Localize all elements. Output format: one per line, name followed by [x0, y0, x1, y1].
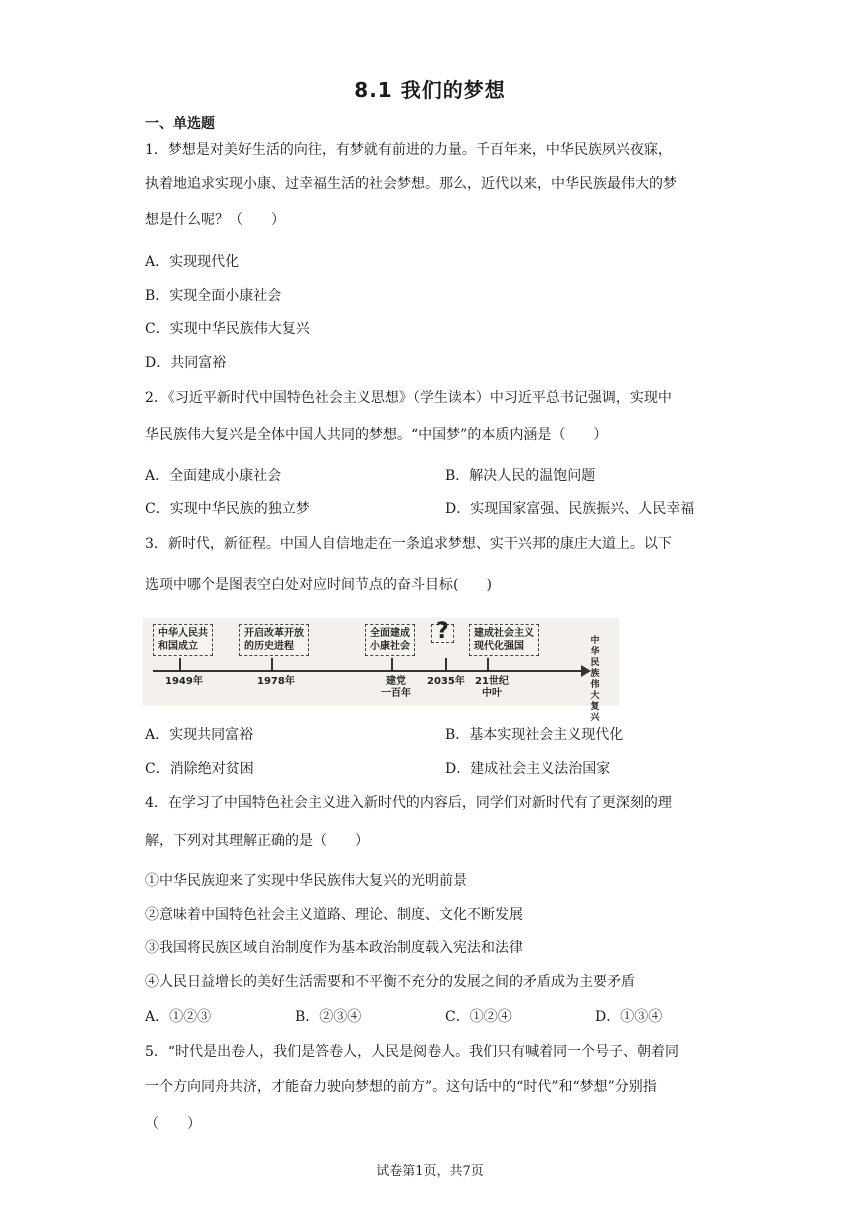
timeline-box-1949: 中华人民共 和国成立 — [153, 624, 213, 656]
timeline-box-question — [431, 619, 454, 644]
timeline-tick — [445, 658, 447, 670]
q4-statement-2: ②意味着中国特色社会主义道路、理论、制度、文化不断发展 — [145, 907, 523, 923]
timeline-tick — [179, 658, 181, 670]
q3-option-b: B．基本实现社会主义现代化 — [445, 727, 624, 743]
timeline-box-centenary: 全面建成 小康社会 — [365, 624, 415, 656]
timeline-year-2035: 2035年 — [427, 676, 465, 687]
timeline-figure — [143, 618, 619, 723]
section-heading: 一、单选题 — [145, 116, 215, 132]
q1-line-2: 执着地追求实现小康、过幸福生活的社会梦想。那么，近代以来，中华民族最伟大的梦 — [145, 176, 677, 192]
timeline-year-centenary: 建党 一百年 — [381, 676, 411, 699]
page-title: 8.1 我们的梦想 — [354, 78, 506, 102]
timeline-year-1949: 1949年 — [165, 676, 203, 687]
q1-line-1: 1．梦想是对美好生活的向往，有梦就有前进的力量。千百年来，中华民族夙兴夜寐， — [145, 142, 672, 158]
timeline-tick — [391, 658, 393, 670]
question-mark: ? — [436, 619, 449, 644]
q2-option-d: D．实现国家富强、民族振兴、人民幸福 — [445, 501, 695, 517]
q4-statement-3: ③我国将民族区域自治制度作为基本政治制度载入宪法和法律 — [145, 940, 523, 956]
timeline-end-label: 中华民族伟大复兴 — [590, 636, 600, 723]
timeline-box-midcentury: 建成社会主义 现代化强国 — [469, 624, 539, 656]
timeline-box-1978: 开启改革开放 的历史进程 — [239, 624, 309, 656]
q3-option-a: A．实现共同富裕 — [145, 727, 254, 743]
q4-statement-4: ④人民日益增长的美好生活需要和不平衡不充分的发展之间的矛盾成为主要矛盾 — [145, 974, 635, 990]
timeline-axis — [153, 670, 583, 672]
q1-option-d: D．共同富裕 — [145, 355, 227, 371]
q4-line-2: 解，下列对其理解正确的是（ ） — [145, 833, 369, 849]
q4-option-a: A．①②③ — [145, 1009, 212, 1025]
q3-line-1: 3．新时代，新征程。中国人自信地走在一条追求梦想、实干兴邦的康庄大道上。以下 — [145, 536, 672, 552]
q1-option-c: C．实现中华民族伟大复兴 — [145, 321, 310, 337]
q3-option-c: C．消除绝对贫困 — [145, 761, 254, 777]
q2-line-2: 华民族伟大复兴是全体中国人共同的梦想。“中国梦”的本质内涵是（ ） — [145, 427, 608, 443]
timeline-tick — [487, 658, 489, 670]
q5-line-1: 5．“时代是出卷人，我们是答卷人，人民是阅卷人。我们只有喊着同一个号子、朝着同 — [145, 1044, 680, 1060]
timeline-year-midcentury: 21世纪 中叶 — [475, 676, 509, 699]
q4-statement-1: ①中华民族迎来了实现中华民族伟大复兴的光明前景 — [145, 873, 467, 889]
q5-line-2: 一个方向同舟共济，才能奋力驶向梦想的前方”。这句话中的“时代”和“梦想”分别指 — [145, 1079, 657, 1095]
q1-option-b: B．实现全面小康社会 — [145, 288, 282, 304]
q4-line-1: 4．在学习了中国特色社会主义进入新时代的内容后，同学们对新时代有了更深刻的理 — [145, 795, 672, 811]
q4-option-d: D．①③④ — [595, 1009, 663, 1025]
q2-line-1: 2．《习近平新时代中国特色社会主义思想》（学生读本）中习近平总书记强调，实现中 — [145, 390, 672, 406]
q4-option-b: B．②③④ — [295, 1009, 362, 1025]
timeline-year-1978: 1978年 — [257, 676, 295, 687]
q3-option-d: D．建成社会主义法治国家 — [445, 761, 611, 777]
q2-option-c: C．实现中华民族的独立梦 — [145, 501, 310, 517]
q1-line-3: 想是什么呢？（ ） — [145, 212, 285, 228]
q1-option-a: A．实现现代化 — [145, 254, 240, 270]
page-footer: 试卷第1页，共7页 — [376, 1164, 484, 1179]
q4-option-c: C．①②④ — [445, 1009, 512, 1025]
q2-option-b: B．解决人民的温饱问题 — [445, 468, 596, 484]
q3-line-2: 选项中哪个是图表空白处对应时间节点的奋斗目标( ) — [145, 577, 492, 593]
timeline-tick — [271, 658, 273, 670]
q2-option-a: A．全面建成小康社会 — [145, 468, 282, 484]
q5-line-3: （ ） — [145, 1116, 201, 1132]
